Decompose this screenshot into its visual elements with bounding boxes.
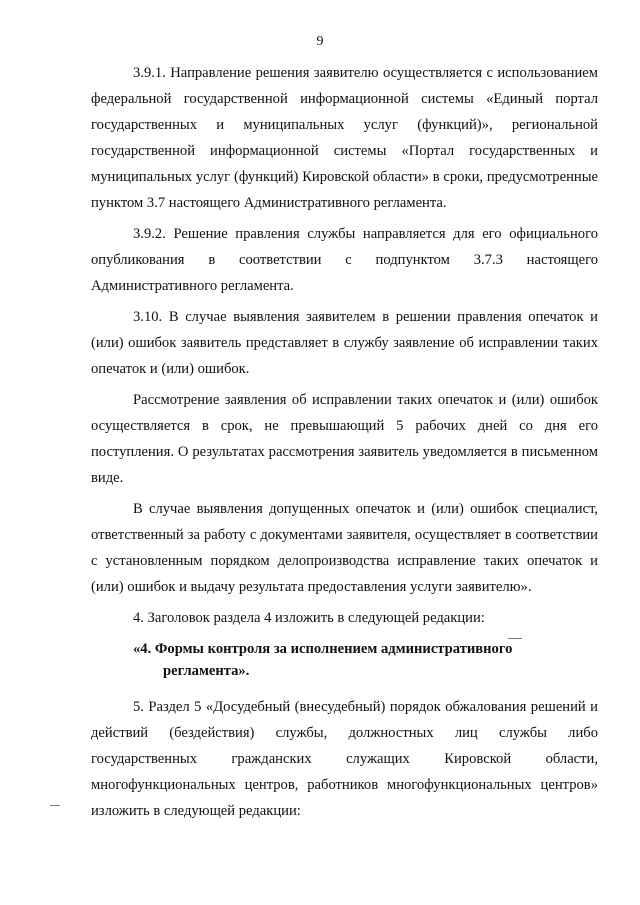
paragraph-review: Рассмотрение заявления об исправлении таких опечаток и (или) ошибок осуществляется в срок, не превышающий 5 рабочих дней со дня его поступления. О результатах рассмотрения заявитель уведомляется в письменном виде. — [91, 392, 598, 486]
paragraph-item-5: 5. Раздел 5 «Досудебный (внесудебный) порядок обжалования решений и действий (бездействия) службы, должностных лиц службы либо государственных гражданских служащих Кировской области, многофункциональных центров, работников многофункциональных центров» изложить в следующей редакции: — [91, 699, 598, 819]
document-body — [91, 60, 598, 824]
paragraph-3-9-1: 3.9.1. Направление решения заявителю осуществляется с использованием федеральной государственной информационной системы «Единый портал государственных и муниципальных услуг (функций)», региональной государственной информационной системы «Портал государственных и муниципальных услуг (функций) Кировской области» в сроки, предусмотренные пунктом 3.7 настоящего Административного регламента. — [91, 65, 598, 211]
scan-mark — [508, 638, 522, 639]
scan-mark — [50, 805, 60, 806]
section-4-heading — [91, 636, 598, 680]
paragraph-item-4: 4. Заголовок раздела 4 изложить в следующей редакции: — [133, 610, 485, 626]
paragraph-3-9-2: 3.9.2. Решение правления службы направляется для его официального опубликования в соответствии с подпунктом 3.7.3 настоящего Административного регламента. — [91, 226, 598, 294]
section-4-heading-line2: регламента». — [163, 663, 250, 679]
section-4-heading-line1: «4. Формы контроля за исполнением административного — [133, 641, 513, 657]
paragraph-correction: В случае выявления допущенных опечаток и (или) ошибок специалист, ответственный за работу с документами заявителя, осуществляет в соответствии с установленным порядком делопроизводства исправление таких опечаток и (или) ошибок и выдачу результата предоставления услуги заявителю». — [91, 501, 598, 595]
paragraph-3-10: 3.10. В случае выявления заявителем в решении правления опечаток и (или) ошибок заявитель представляет в службу заявление об исправлении таких опечаток и (или) ошибок. — [91, 309, 598, 377]
page-number: 9 — [316, 34, 324, 49]
